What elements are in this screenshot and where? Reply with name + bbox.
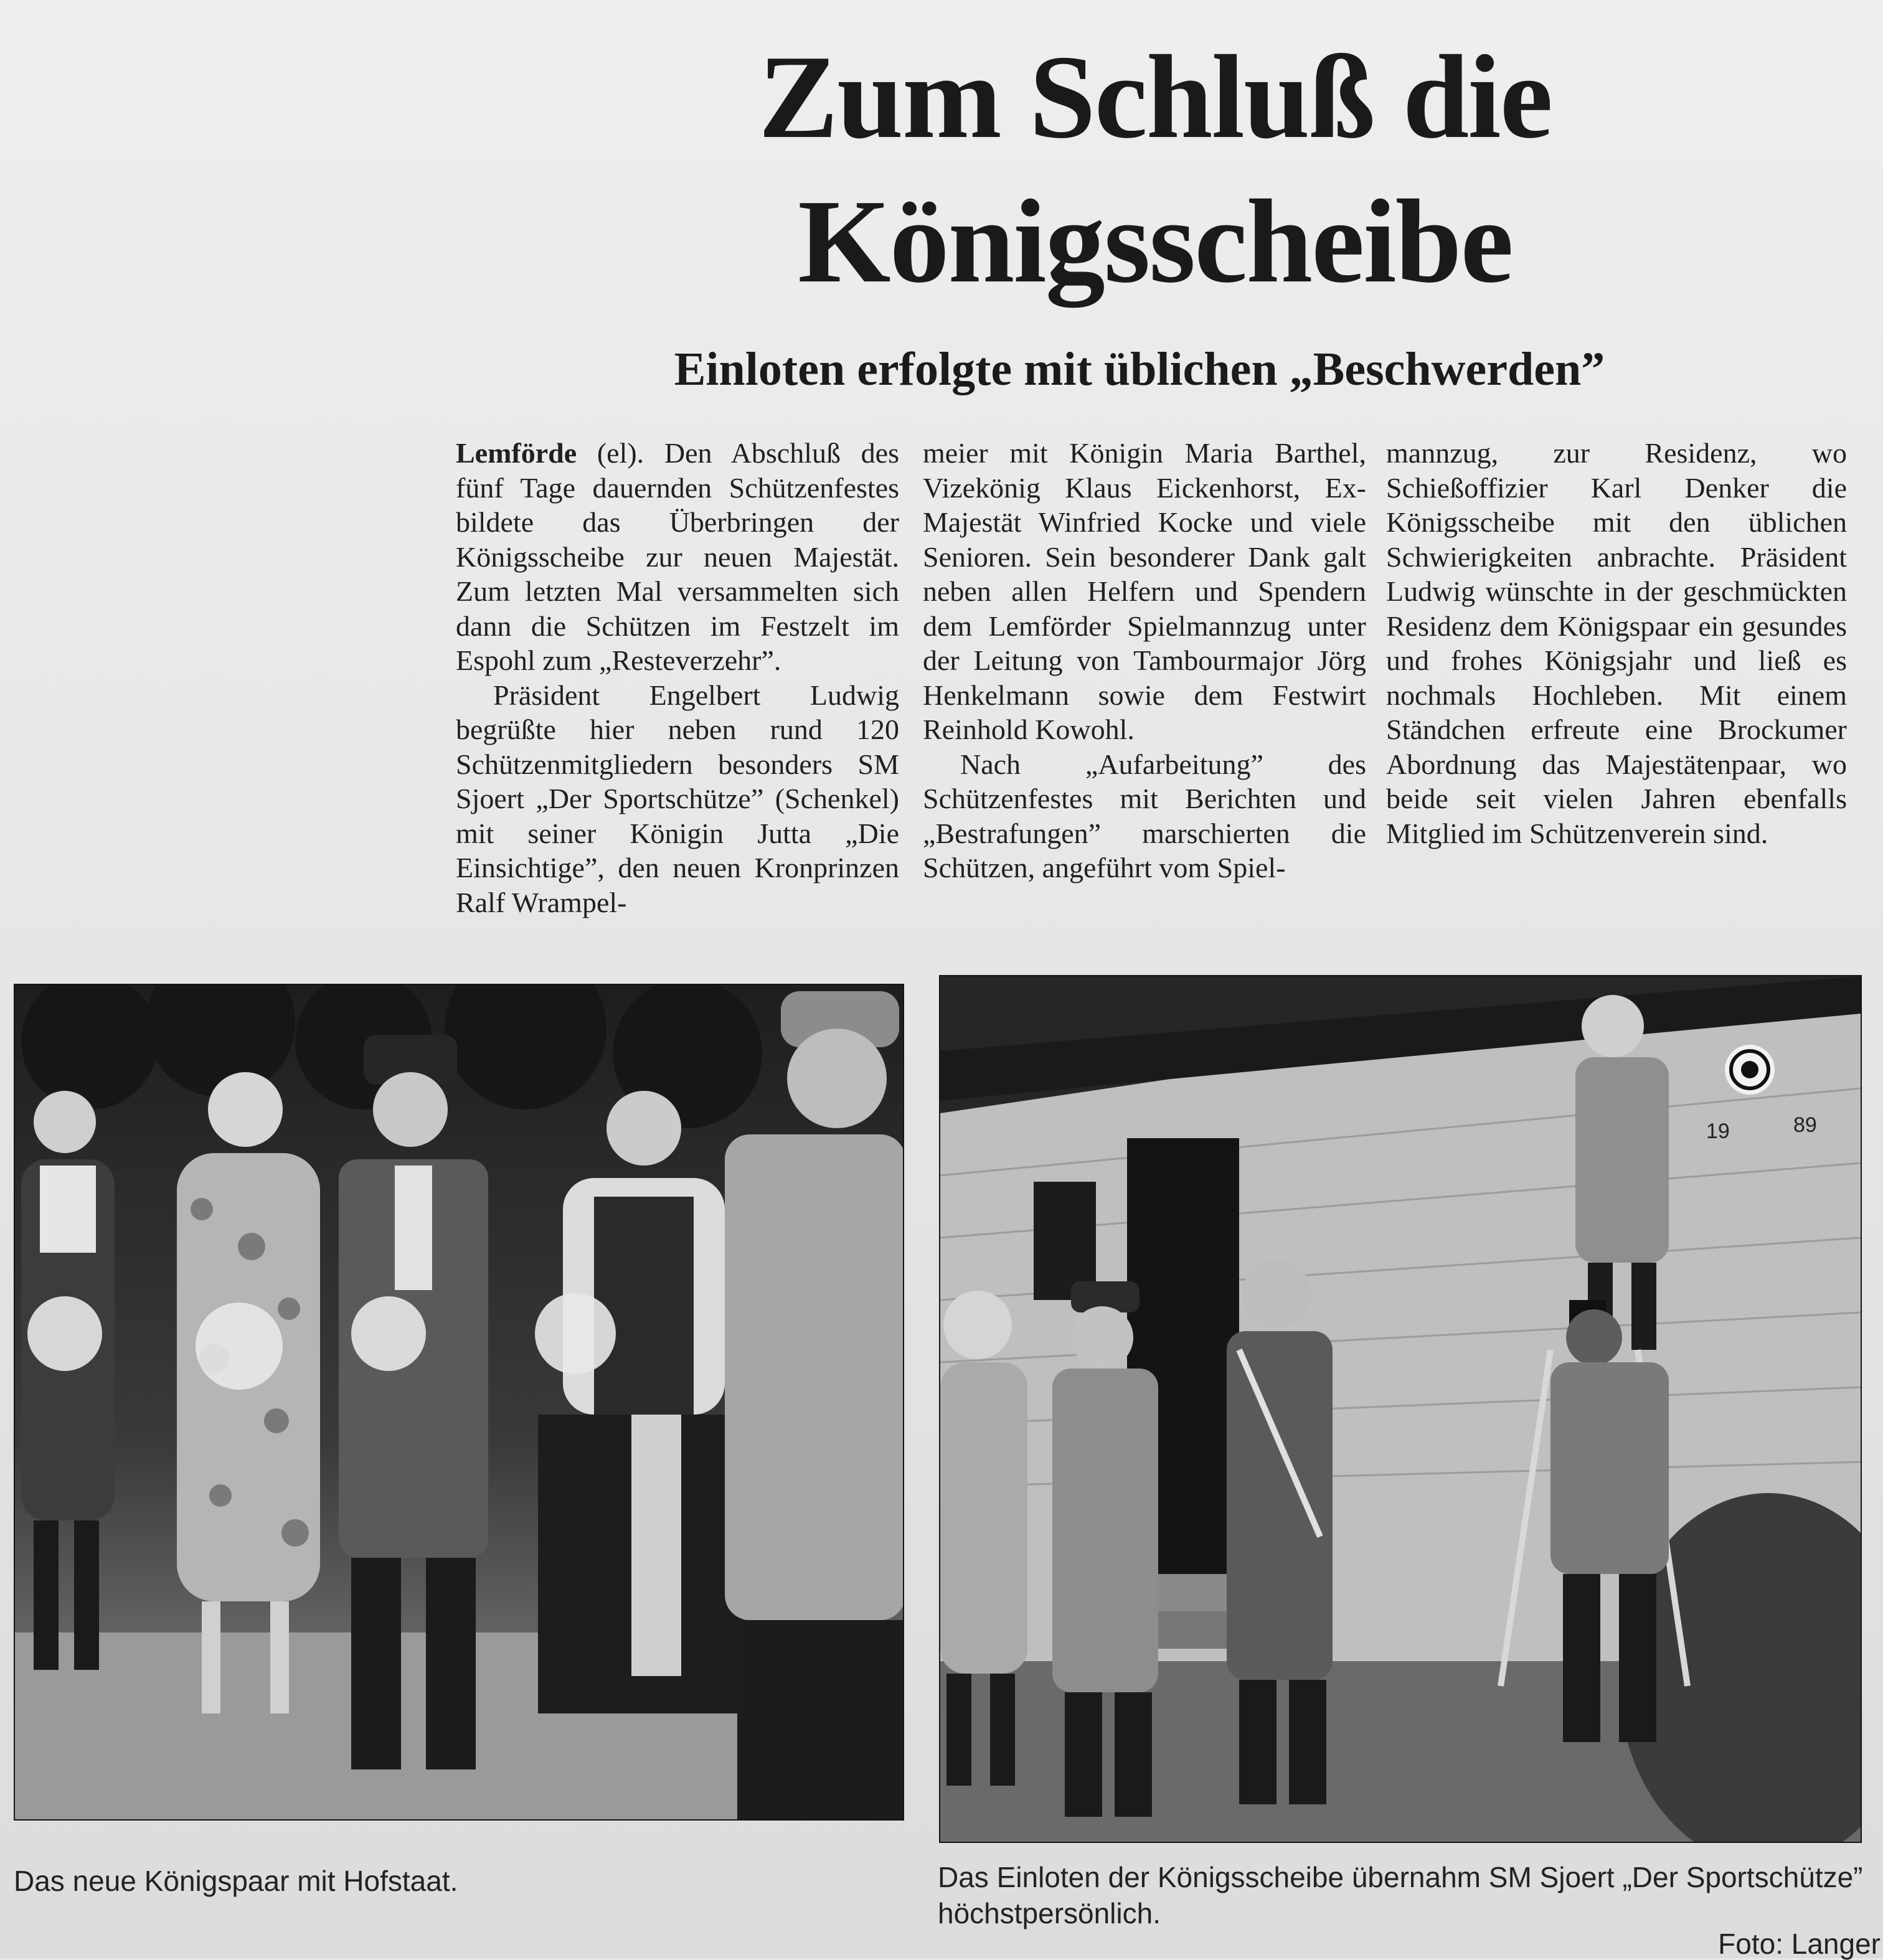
target-disc [1725,1045,1775,1095]
subheadline: Einloten erfolgte mit üblichen „Beschwerden” [674,343,1605,395]
article-column-1 [456,436,899,920]
target-number-right: 89 [1793,1113,1817,1137]
photo-caption-left: Das neue Königspaar mit Hofstaat. [14,1865,458,1897]
article-paragraph: Nach „Aufarbeitung” des Schützenfestes mit Berichten und „Bestrafungen” marschierten die Schützen, angeführt vom Spiel- [923,748,1366,883]
article-paragraph: Präsident Engelbert Ludwig begrüßte hier neben rund 120 Schützenmitgliedern besonders SM Sjoert „Der Sportschütze” (Schenkel) mit seiner Königin Jutta „Die Einsichtige”, den neuen Kronprinzen Ralf Wrampel- [456,679,899,918]
photo-caption-right: Das Einloten der Königsscheibe übernahm SM Sjoert „Der Sportschütze” höchstpersönlich. [938,1861,1863,1929]
article-paragraph: meier mit Königin Maria Barthel, Vizekönig Klaus Eickenhorst, Ex-Majestät Winfried Kocke und viele Senioren. Sein besonderer Dank galt neben allen Helfern und Spendern dem Lemförder Spielmannzug unter der Leitung von Tambourmajor Jörg Henkelmann sowie dem Festwirt Reinhold Kowohl. [923,437,1366,745]
target-number-left: 19 [1706,1119,1730,1143]
paragraph-text: (el). Den Abschluß des fünf Tage dauernden Schützenfestes bildete das Überbringen der Königsscheibe zur neuen Majestät. Zum letzten Mal versammelten sich dann die Schützen im Festzelt im Espohl zum „Resteverzehr”. [456,437,899,676]
photo-target-hanging-image [940,976,1861,1842]
article-column-2 [923,436,1366,885]
photo-target-hanging [939,975,1862,1843]
dateline: Lemförde [456,437,577,469]
article-paragraph: mannzug, zur Residenz, wo Schießoffizier Karl Denker die Königsscheibe mit den üblichen Schwierigkeiten anbrachte. Präsident Ludwig wünschte in der geschmückten Residenz dem Königspaar ein gesundes und frohes Königsjahr und ließ es nochmals Hochleben. Mit einem Ständchen erfreute eine Brockumer Abordnung das Majestätenpaar, wo beide seit vielen Jahren ebenfalls Mitglied im Schützenverein sind. [1386,437,1847,849]
article-paragraph [456,436,899,678]
headline-line-2: Königsscheibe [798,175,1513,308]
article-column-3 [1386,436,1847,850]
photo-royal-couple-image [15,985,903,1819]
headline [704,25,1607,314]
photo-royal-couple [14,984,904,1821]
photo-credit: Foto: Langer [1718,1928,1881,1960]
headline-line-1: Zum Schluß die [758,31,1552,163]
